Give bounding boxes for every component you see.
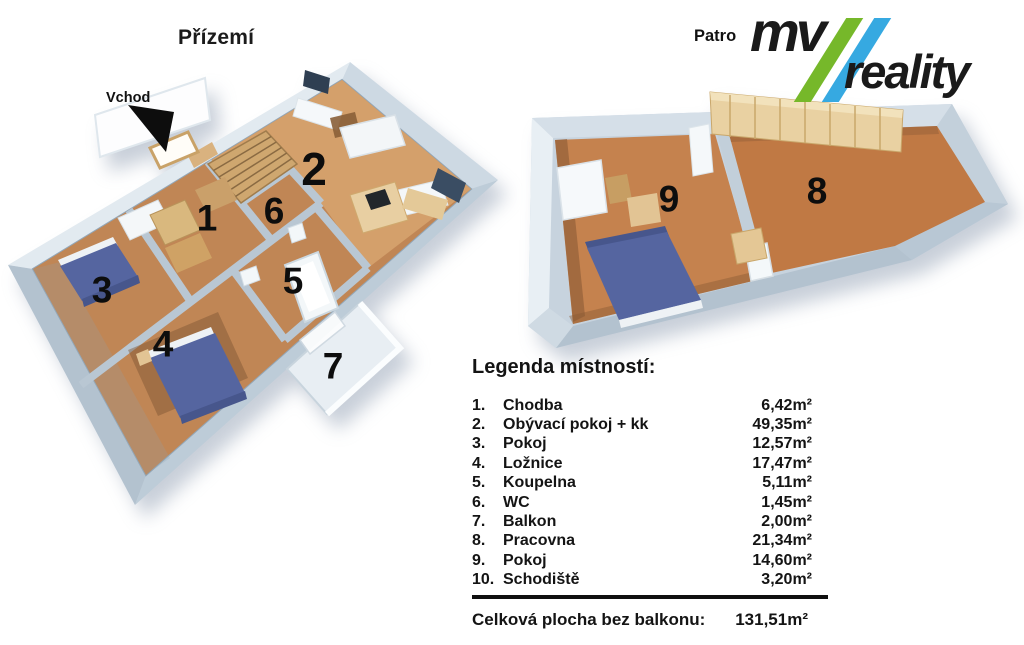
legend-room-name: Schodiště [503, 571, 580, 589]
total-area-value: 131,51m² [735, 610, 808, 630]
legend-room-area: 21,34m² [752, 532, 812, 550]
legend-room-area: 1,45m² [761, 493, 812, 511]
legend-total-row [472, 610, 828, 630]
legend-room-number: 4. [472, 454, 486, 472]
legend-room-number: 1. [472, 396, 486, 414]
legend-row [472, 493, 828, 512]
legend-room-number: 2. [472, 416, 486, 434]
logo-mv-text: mv [750, 0, 823, 63]
legend-room-number: 9. [472, 551, 486, 569]
legend-room-name: Chodba [503, 396, 563, 414]
legend-room-name: Pokoj [503, 435, 547, 453]
wood-bench [731, 228, 767, 264]
legend-room-area: 5,11m² [762, 474, 812, 492]
legend-title: Legenda místností: [472, 356, 656, 378]
total-area-label: Celková plocha bez balkonu: [472, 610, 706, 630]
legend-room-name: Koupelna [503, 474, 576, 492]
legend-row [472, 435, 828, 454]
room-marker-8: 8 [806, 170, 828, 212]
legend-divider [472, 595, 828, 600]
ground-floor-plan [0, 40, 520, 550]
legend-room-area: 49,35m² [752, 416, 812, 434]
room-marker-9: 9 [658, 178, 680, 220]
room-marker-3: 3 [91, 269, 113, 311]
legend-room-name: Balkon [503, 513, 557, 531]
room-marker-7: 7 [322, 345, 344, 387]
logo-reality-text: reality [844, 45, 969, 98]
legend-room-name: Obývací pokoj + kk [503, 416, 649, 434]
desk [557, 160, 607, 220]
legend-panel [472, 356, 828, 630]
legend-row [472, 415, 828, 434]
legend-row [472, 551, 828, 570]
legend-room-number: 7. [472, 513, 486, 531]
legend-room-name: Pokoj [503, 551, 547, 569]
legend-room-name: Pracovna [503, 532, 576, 550]
legend-room-number: 5. [472, 474, 486, 492]
legend-room-number: 6. [472, 493, 486, 511]
legend-room-name: Ložnice [503, 454, 563, 472]
room-marker-1: 1 [196, 197, 218, 239]
entrance-arrow-icon [118, 98, 184, 160]
room-marker-5: 5 [282, 260, 304, 302]
legend-room-area: 17,47m² [752, 454, 812, 472]
mv-reality-logo [740, 0, 1024, 104]
legend-room-number: 8. [472, 532, 486, 550]
legend-room-area: 12,57m² [752, 435, 812, 453]
nightstand [627, 193, 661, 227]
upper-floor-title: Patro [694, 27, 737, 45]
legend-row [472, 474, 828, 493]
legend-row [472, 571, 828, 590]
ground-floor-title: Přízemí [178, 26, 255, 49]
legend-room-area: 2,00m² [761, 513, 812, 531]
legend-room-number: 3. [472, 435, 486, 453]
legend-row [472, 512, 828, 531]
room-marker-6: 6 [263, 190, 285, 232]
legend-row [472, 454, 828, 473]
legend-room-area: 6,42m² [761, 396, 812, 414]
legend-room-name: WC [503, 493, 530, 511]
legend-room-area: 14,60m² [752, 551, 812, 569]
legend-row [472, 532, 828, 551]
entrance-label: Vchod [106, 90, 151, 106]
legend-room-area: 3,20m² [761, 571, 812, 589]
room-marker-2: 2 [301, 143, 327, 195]
room-marker-4: 4 [152, 323, 174, 365]
white-cabinet [689, 124, 713, 176]
legend-row [472, 396, 828, 415]
legend-room-number: 10. [472, 571, 495, 589]
